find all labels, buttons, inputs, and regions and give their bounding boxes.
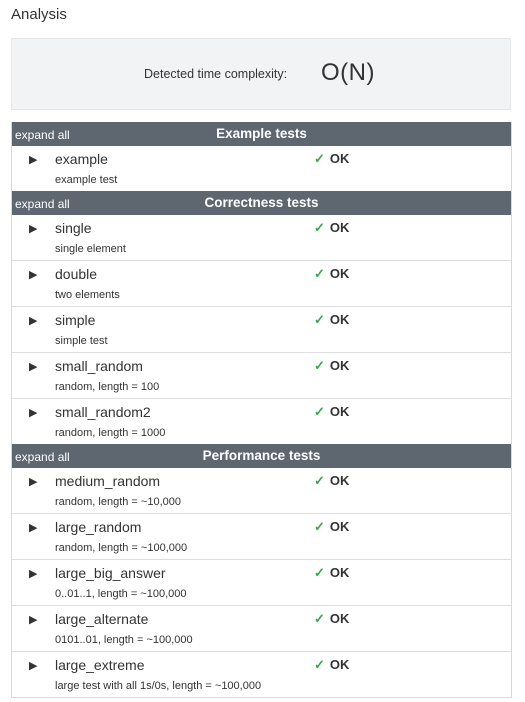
test-description: random, length = ~10,000: [55, 496, 181, 508]
triangle-right-icon[interactable]: ▶: [29, 407, 38, 419]
status-text: OK: [329, 312, 350, 327]
test-name: small_random2: [55, 404, 151, 420]
test-name: simple: [55, 312, 96, 328]
check-icon: ✓: [314, 519, 325, 534]
check-icon: ✓: [314, 473, 325, 488]
test-name: large_big_answer: [55, 565, 166, 581]
triangle-right-icon[interactable]: ▶: [29, 476, 38, 488]
group-title: Example tests: [216, 126, 307, 141]
check-icon: ✓: [314, 565, 325, 580]
group-title: Performance tests: [202, 448, 321, 463]
test-row[interactable]: [12, 146, 511, 191]
expand-all-link[interactable]: expand all: [15, 128, 70, 142]
test-description: large test with all 1s/0s, length = ~100,000: [55, 680, 262, 692]
test-row[interactable]: [12, 399, 511, 444]
check-icon: ✓: [314, 657, 325, 672]
test-status: [314, 657, 349, 673]
test-description: example test: [55, 174, 118, 186]
test-name: large_alternate: [55, 611, 149, 627]
test-row[interactable]: [12, 468, 511, 514]
test-status: [314, 473, 349, 489]
status-text: OK: [329, 657, 350, 672]
test-status: [314, 266, 349, 282]
test-name: small_random: [55, 358, 143, 374]
test-description: simple test: [55, 335, 108, 347]
test-description: 0101..01, length = ~100,000: [55, 634, 193, 646]
test-status: [314, 565, 349, 581]
test-row[interactable]: [12, 215, 511, 261]
test-row[interactable]: [12, 307, 511, 353]
status-text: OK: [329, 266, 350, 281]
test-description: random, length = 100: [55, 381, 160, 393]
triangle-right-icon[interactable]: ▶: [29, 568, 38, 580]
complexity-value: O(N): [321, 59, 375, 86]
test-status: [314, 404, 349, 420]
status-text: OK: [329, 151, 350, 166]
test-description: 0..01..1, length = ~100,000: [55, 588, 187, 600]
status-text: OK: [329, 519, 350, 534]
check-icon: ✓: [314, 151, 325, 166]
triangle-right-icon[interactable]: ▶: [29, 223, 38, 235]
triangle-right-icon[interactable]: ▶: [29, 315, 38, 327]
test-row[interactable]: [12, 514, 511, 560]
test-row[interactable]: [12, 652, 511, 697]
test-name: large_extreme: [55, 657, 145, 673]
complexity-summary: [11, 38, 511, 110]
status-text: OK: [329, 611, 350, 626]
test-status: [314, 611, 349, 627]
status-text: OK: [329, 220, 350, 235]
test-status: [314, 312, 349, 328]
test-name: example: [55, 151, 108, 167]
check-icon: ✓: [314, 266, 325, 281]
test-name: double: [55, 266, 98, 282]
triangle-right-icon[interactable]: ▶: [29, 660, 38, 672]
group-title: Correctness tests: [204, 195, 319, 210]
group-header-performance: [12, 444, 511, 468]
check-icon: ✓: [314, 358, 325, 373]
page-title: Analysis: [11, 6, 67, 23]
expand-all-link[interactable]: expand all: [15, 197, 70, 211]
test-row[interactable]: [12, 560, 511, 606]
test-row[interactable]: [12, 353, 511, 399]
test-name: large_random: [55, 519, 142, 535]
test-status: [314, 519, 349, 535]
status-text: OK: [329, 473, 350, 488]
group-header-example: [12, 122, 511, 146]
test-row[interactable]: [12, 606, 511, 652]
test-name: single: [55, 220, 92, 236]
test-description: random, length = 1000: [55, 427, 166, 439]
triangle-right-icon[interactable]: ▶: [29, 361, 38, 373]
check-icon: ✓: [314, 404, 325, 419]
test-description: single element: [55, 243, 126, 255]
expand-all-link[interactable]: expand all: [15, 450, 70, 464]
group-header-correctness: [12, 191, 511, 215]
triangle-right-icon[interactable]: ▶: [29, 614, 38, 626]
test-name: medium_random: [55, 473, 161, 489]
check-icon: ✓: [314, 312, 325, 327]
triangle-right-icon[interactable]: ▶: [29, 522, 38, 534]
triangle-right-icon[interactable]: ▶: [29, 269, 38, 281]
test-description: two elements: [55, 289, 120, 301]
check-icon: ✓: [314, 611, 325, 626]
complexity-label: Detected time complexity:: [144, 67, 288, 81]
test-row[interactable]: [12, 261, 511, 307]
status-text: OK: [329, 404, 350, 419]
test-description: random, length = ~100,000: [55, 542, 188, 554]
test-status: [314, 358, 349, 374]
test-results-table: [11, 122, 512, 698]
test-status: [314, 220, 349, 236]
check-icon: ✓: [314, 220, 325, 235]
triangle-right-icon[interactable]: ▶: [29, 154, 38, 166]
status-text: OK: [329, 565, 350, 580]
test-status: [314, 151, 349, 167]
status-text: OK: [329, 358, 350, 373]
